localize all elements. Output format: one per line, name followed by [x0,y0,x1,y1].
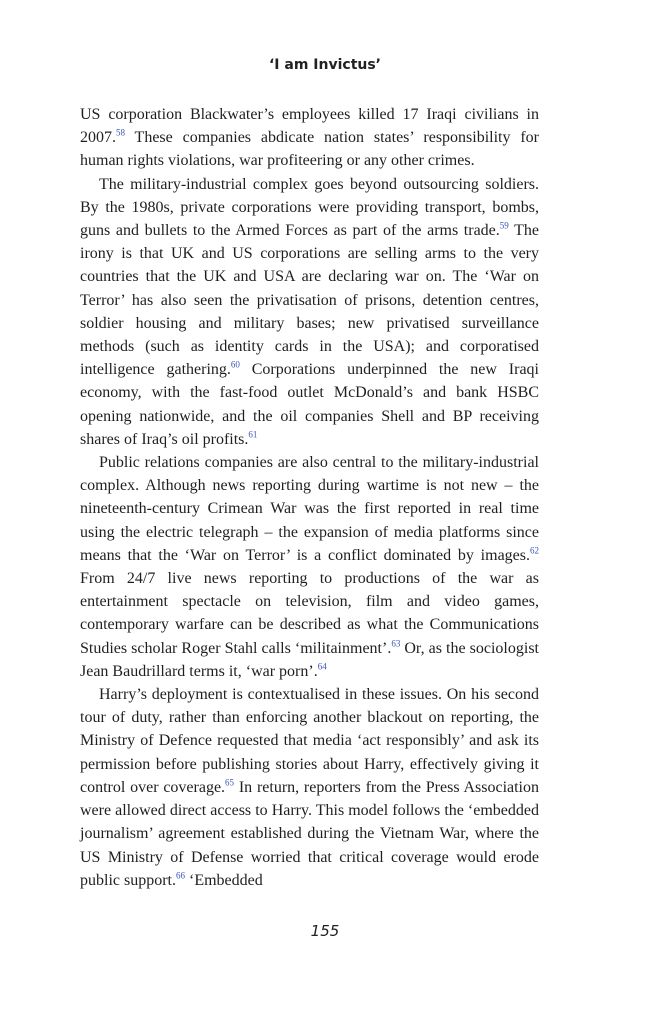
footnote-ref[interactable]: 63 [391,638,401,649]
footnote-ref[interactable]: 59 [499,220,509,231]
footnote-ref[interactable]: 60 [230,359,240,370]
text-run: These companies abdicate nation states’ responsibility for human rights violations, war profiteering or any other crimes. [80,129,539,170]
footnote-ref[interactable]: 58 [116,127,125,138]
paragraph [80,103,539,173]
paragraph [80,683,539,892]
text-run: The irony is that UK and US corporations are selling arms to the very countries that the UK and USA are declaring war on. The ‘War on Terror’ has also seen the privatisation of prisons, detention centres, soldier housing and military bases; new privatised surveillance methods (such as identity cards in the USA); and corporatised intelligence gathering. [80,222,540,379]
body-text [80,103,539,892]
text-run: Or, as the sociologist Jean Baudrillard terms it, ‘war porn’. [80,639,539,680]
paragraph [80,173,539,451]
page-number: 155 [310,922,340,940]
footnote-ref[interactable]: 64 [317,661,327,672]
text-run: Public relations companies are also central to the military-industrial complex. Although news reporting during wartime is not new – the nineteenth-century Crimean War was the first reported in real time using the electric telegraph – the expansion of media platforms since means that the ‘War on Terror’ is a conflict dominated by images. [80,454,539,564]
text-run: The military-industrial complex goes beyond outsourcing soldiers. By the 1980s, private corporations were providing transport, bombs, guns and bullets to the Armed Forces as part of the arms trade. [80,175,539,240]
text-run: Harry’s deployment is contextualised in these issues. On his second tour of duty, rather than enforcing another blackout on reporting, the Ministry of Defence requested that media ‘act responsibly’ and ask its permission before publishing stories about Harry, effectively giving it control over coverage. [80,686,539,796]
footnote-ref[interactable]: 66 [176,870,185,881]
paragraph [80,451,539,683]
running-head: ‘I am Invictus’ [268,57,382,73]
text-run: ‘Embedded [185,871,263,889]
text-run: US corporation Blackwater’s employees killed 17 Iraqi civilians in 2007. [80,106,539,147]
text-run: From 24/7 live news reporting to productions of the war as entertainment spectacle on television, film and video games, contemporary warfare can be described as what the Communications Studies scholar Roger Stahl calls ‘militainment’. [80,570,539,657]
text-run: Corporations underpinned the new Iraqi economy, with the fast-food outlet McDonald’s and bank HSBC opening nationwide, and the oil companies Shell and BP receiving shares of Iraq’s oil profits. [80,361,539,448]
footnote-ref[interactable]: 65 [225,777,235,788]
footnote-ref[interactable]: 61 [248,429,258,440]
footnote-ref[interactable]: 62 [530,545,539,556]
text-run: In return, reporters from the Press Association were allowed direct access to Harry. This model follows the ‘embedded journalism’ agreement established during the Vietnam War, where the US Ministry of Defense worried that critical coverage would erode public support. [80,778,539,889]
